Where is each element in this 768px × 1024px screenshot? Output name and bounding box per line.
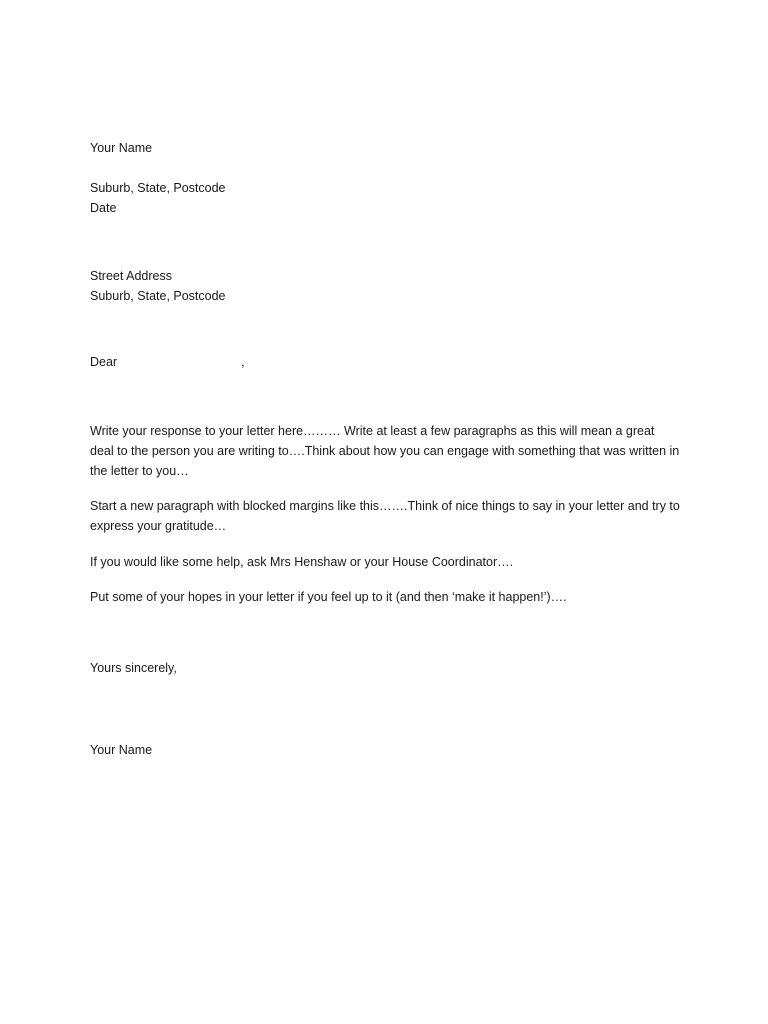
- recipient-street: Street Address: [90, 269, 172, 283]
- salutation: [90, 352, 245, 372]
- sender-suburb-line: Suburb, State, Postcode: [90, 181, 226, 195]
- salutation-comma: ,: [241, 355, 245, 369]
- body-paragraph-3: If you would like some help, ask Mrs Henshaw or your House Coordinator….: [90, 555, 514, 569]
- body-paragraph-2: Start a new paragraph with blocked margins like this…….Think of nice things to say in your letter and try to express your gratitude…: [90, 499, 680, 533]
- salutation-word: Dear: [90, 355, 118, 369]
- recipient-suburb-line: Suburb, State, Postcode: [90, 289, 226, 303]
- sender-name: Your Name: [90, 141, 153, 155]
- letter-date: Date: [90, 201, 117, 215]
- signature-name: Your Name: [90, 743, 153, 757]
- valediction: Yours sincerely,: [90, 661, 177, 675]
- body-paragraph-4: Put some of your hopes in your letter if you feel up to it (and then ‘make it happen!’)….: [90, 590, 567, 604]
- body-paragraph-1: Write your response to your letter here……… Write at least a few paragraphs as this will mean a great deal to the person you are writing to….Think about how you can engage with something that was written in the letter to you…: [90, 424, 680, 478]
